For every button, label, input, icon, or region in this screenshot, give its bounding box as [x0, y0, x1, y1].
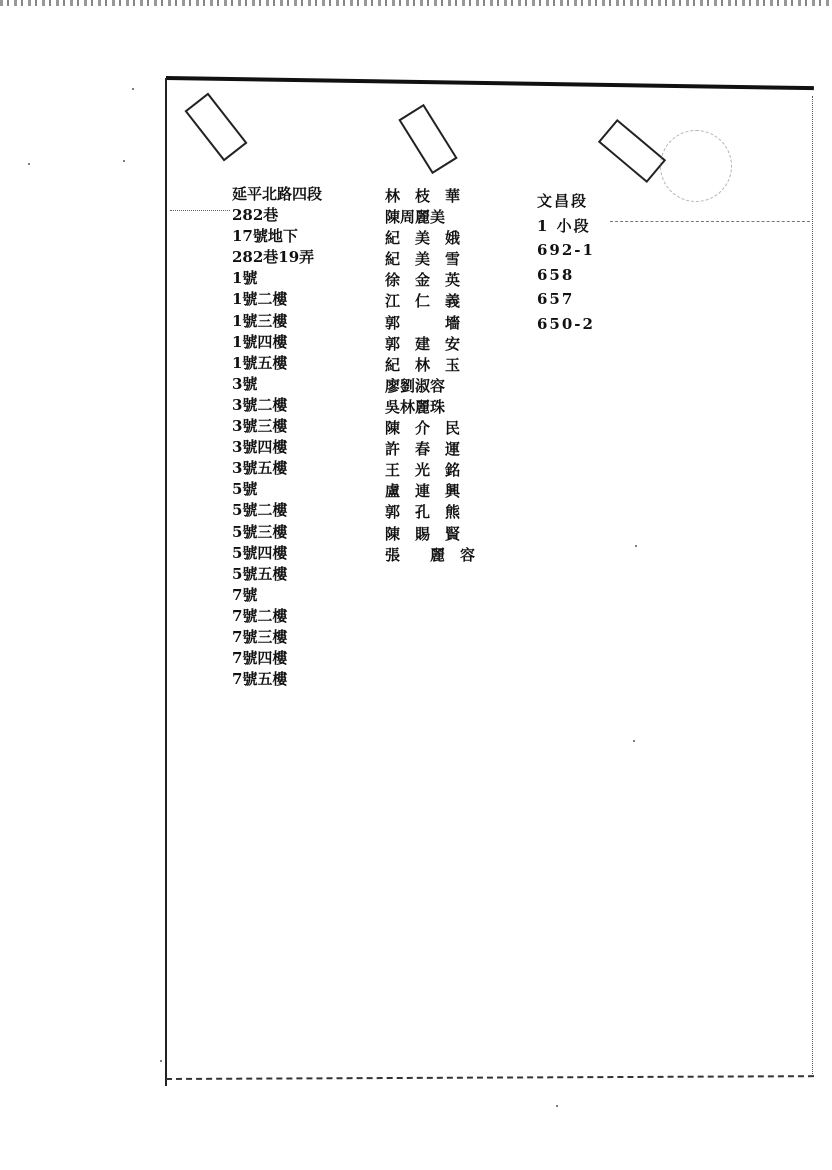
lot-number: 650-2 [537, 314, 595, 333]
address-line: 3號五樓 [232, 459, 288, 478]
scan-speck [633, 740, 635, 742]
person-name: 陳周麗美 [385, 208, 446, 227]
scan-speck [635, 545, 637, 547]
page-frame-left-edge [165, 78, 167, 1086]
address-line: 3號三樓 [232, 417, 288, 436]
address-line: 延平北路四段 [232, 185, 323, 203]
land-subsection: 1 小段 [537, 216, 591, 235]
margin-rule-right [610, 221, 810, 222]
person-name: 陳 賜 賢 [385, 524, 461, 543]
address-column [232, 184, 322, 690]
address-line: 3號二樓 [232, 395, 288, 414]
person-name: 郭 建 安 [385, 334, 461, 353]
lot-number: 658 [537, 265, 575, 284]
scan-speck [556, 1105, 558, 1107]
scan-speck [160, 1060, 162, 1062]
person-name: 郭 墻 [385, 313, 461, 332]
person-name: 張 麗 容 [385, 545, 476, 564]
person-name: 江 仁 義 [385, 292, 461, 311]
person-name: 廖劉淑容 [385, 376, 446, 395]
address-line: 5號四樓 [232, 543, 288, 562]
page-frame-top-edge [166, 76, 814, 90]
person-name: 林 枝 華 [385, 187, 461, 205]
address-line: 1號二樓 [232, 290, 288, 309]
person-name: 紀 美 雪 [385, 250, 461, 269]
land-section-name: 文昌段 [537, 192, 589, 210]
person-name: 郭 孔 熊 [385, 503, 461, 522]
person-name: 徐 金 英 [385, 271, 461, 290]
land-lot-column [537, 189, 595, 336]
scan-speck [28, 163, 30, 165]
name-column [385, 186, 475, 566]
address-line: 282巷19弄 [232, 248, 315, 267]
address-line: 5號 [232, 480, 258, 499]
lot-number: 692-1 [537, 241, 595, 259]
address-line: 7號五樓 [232, 670, 288, 689]
scan-speck [123, 160, 125, 162]
address-line: 5號五樓 [232, 564, 288, 583]
margin-rule [170, 210, 230, 211]
postmark-smudge [660, 130, 732, 202]
person-name: 紀 林 玉 [385, 355, 461, 374]
address-line: 1號三樓 [232, 311, 288, 330]
address-line: 7號 [232, 585, 258, 604]
person-name: 王 光 銘 [385, 461, 461, 480]
lot-number: 657 [537, 290, 575, 308]
page-frame-bottom-edge [166, 1075, 814, 1080]
address-line: 5號三樓 [232, 522, 288, 541]
address-line: 282巷 [232, 206, 279, 225]
address-line: 7號四樓 [232, 649, 288, 668]
address-line: 1號 [232, 269, 258, 288]
person-name: 陳 介 民 [385, 419, 461, 438]
seal-stamp-2 [398, 104, 457, 174]
page-frame-right-edge [812, 96, 813, 1076]
address-line: 5號二樓 [232, 501, 288, 520]
address-line: 3號四樓 [232, 438, 288, 457]
person-name: 吳林麗珠 [385, 397, 446, 416]
scan-speck [132, 88, 134, 90]
person-name: 盧 連 興 [385, 482, 461, 501]
address-line: 7號二樓 [232, 606, 288, 625]
seal-stamp-1 [184, 93, 247, 162]
person-name: 紀 美 娥 [385, 229, 461, 248]
address-line: 1號五樓 [232, 353, 288, 372]
person-name: 許 春 運 [385, 440, 461, 459]
seal-stamp-3 [598, 119, 666, 183]
address-line: 1號四樓 [232, 332, 288, 351]
address-line: 17號地下 [232, 227, 298, 246]
address-line: 3號 [232, 374, 258, 393]
address-line: 7號三樓 [232, 627, 288, 646]
scan-edge-noise [0, 0, 832, 6]
